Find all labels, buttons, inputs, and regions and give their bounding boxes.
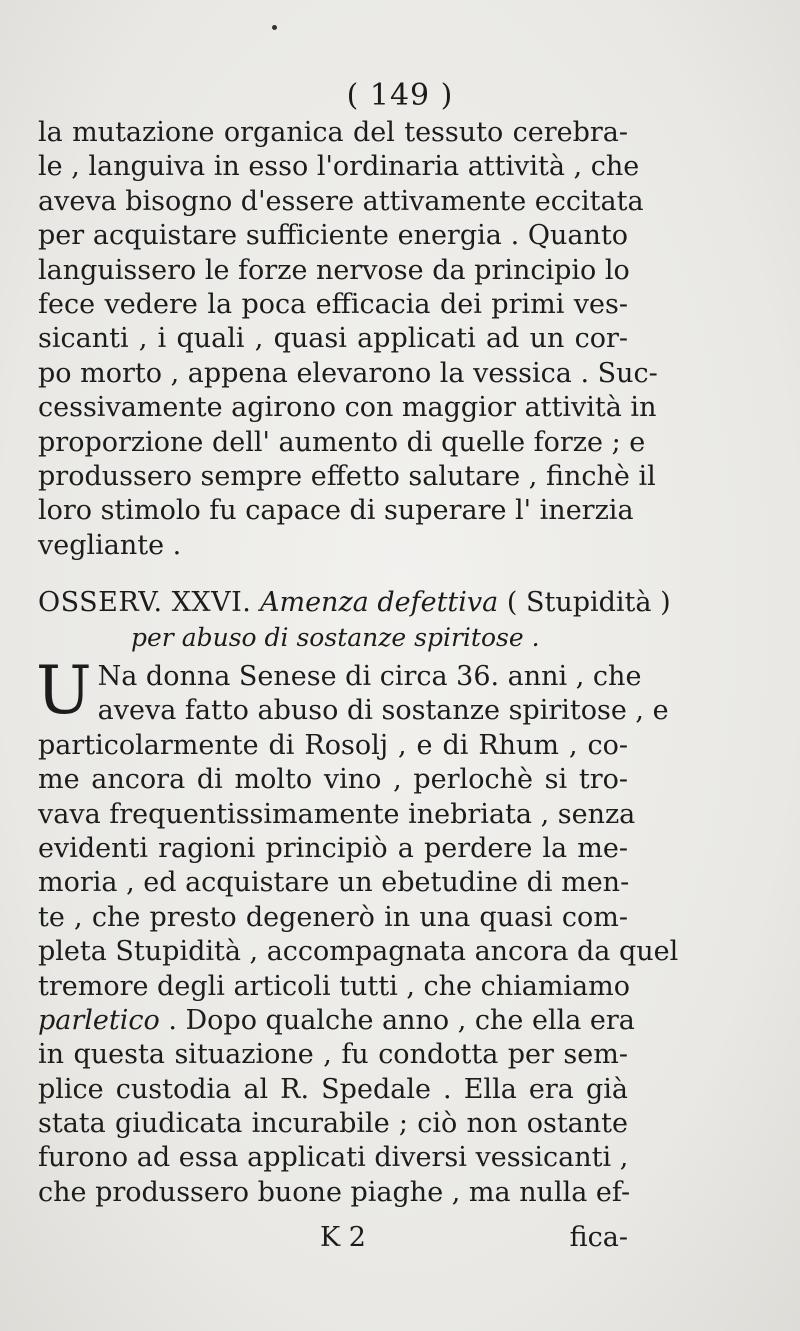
text-line: me ancora di molto vino , perlochè si tro- (38, 764, 628, 796)
page-number: ( 149 ) (346, 78, 454, 113)
text-line: pleta Stupidità , accompagnata ancora da quel (38, 936, 679, 968)
italic-term: parletico (38, 1004, 160, 1036)
text-line: po morto , appena elevarono la vessica . Suc- (38, 357, 658, 389)
text-line: tremore degli articoli tutti , che chiamiamo (38, 970, 631, 1002)
drop-capital: U (36, 652, 92, 729)
text-line: languissero le forze nervose da principio lo (38, 254, 630, 286)
text-line: produssero sempre effetto salutare , finchè il (38, 460, 656, 492)
text-line: furono ad essa applicati diversi vessicanti , (38, 1142, 629, 1174)
text-line: loro stimolo fu capace di superare l' inerzia (38, 495, 634, 527)
text-line: evidenti ragioni principiò a perdere la me- (38, 832, 628, 864)
page-footer (38, 1222, 628, 1258)
text-line: cessivamente agirono con maggior attività in (38, 392, 657, 424)
text-line: aveva bisogno d'essere attivamente eccitata (38, 185, 644, 217)
observation-number: OSSERV. XXVI. (38, 587, 252, 618)
text-line: fece vedere la poca efficacia dei primi ves- (38, 288, 628, 320)
text-line: stata giudicata incurabile ; ciò non ostante (38, 1108, 628, 1140)
text-line: la mutazione organica del tessuto cerebra- (38, 117, 628, 148)
text-line: che produssero buone piaghe , ma nulla ef- (38, 1176, 631, 1208)
text-line: moria , ed acquistare un ebetudine di men- (38, 867, 630, 899)
observation-heading (38, 585, 671, 655)
text-line: plice custodia al R. Spedale . Ella era già (38, 1073, 628, 1105)
text-line: in questa situazione , fu condotta per sem- (38, 1039, 628, 1071)
text-line: vegliante . (38, 529, 182, 561)
paragraph-continued (38, 116, 658, 563)
text-line: parletico . Dopo qualche anno , che ella era (38, 1004, 635, 1036)
paragraph-observation (36, 652, 679, 1210)
text-line: per acquistare sufficiente energia . Quanto (38, 220, 628, 252)
text-line: vava frequentissimamente inebriata , senza (38, 798, 636, 830)
observation-subtitle: per abuso di sostanze spiritose . (131, 623, 540, 652)
observation-parenthetical: ( Stupidità ) (506, 587, 671, 618)
text-line: aveva fatto abuso di sostanze spiritose , e (97, 695, 669, 727)
text-line: le , languiva in esso l'ordinaria attività , che (38, 151, 640, 183)
text-line: te , che presto degenerò in una quasi com- (38, 901, 628, 933)
ink-speck (272, 25, 277, 30)
text-line: sicanti , i quali , quasi applicati ad un cor- (38, 323, 628, 355)
text-line: proporzione dell' aumento di quelle forze ; e (38, 426, 646, 458)
text-line-content: Na donna Senese di circa 36. anni , che (97, 661, 642, 692)
signature-mark: K 2 (320, 1222, 366, 1253)
observation-title: Amenza defettiva (259, 587, 499, 618)
catchword: fica- (569, 1222, 628, 1253)
text-line: particolarmente di Rosolj , e di Rhum , co- (38, 729, 628, 761)
